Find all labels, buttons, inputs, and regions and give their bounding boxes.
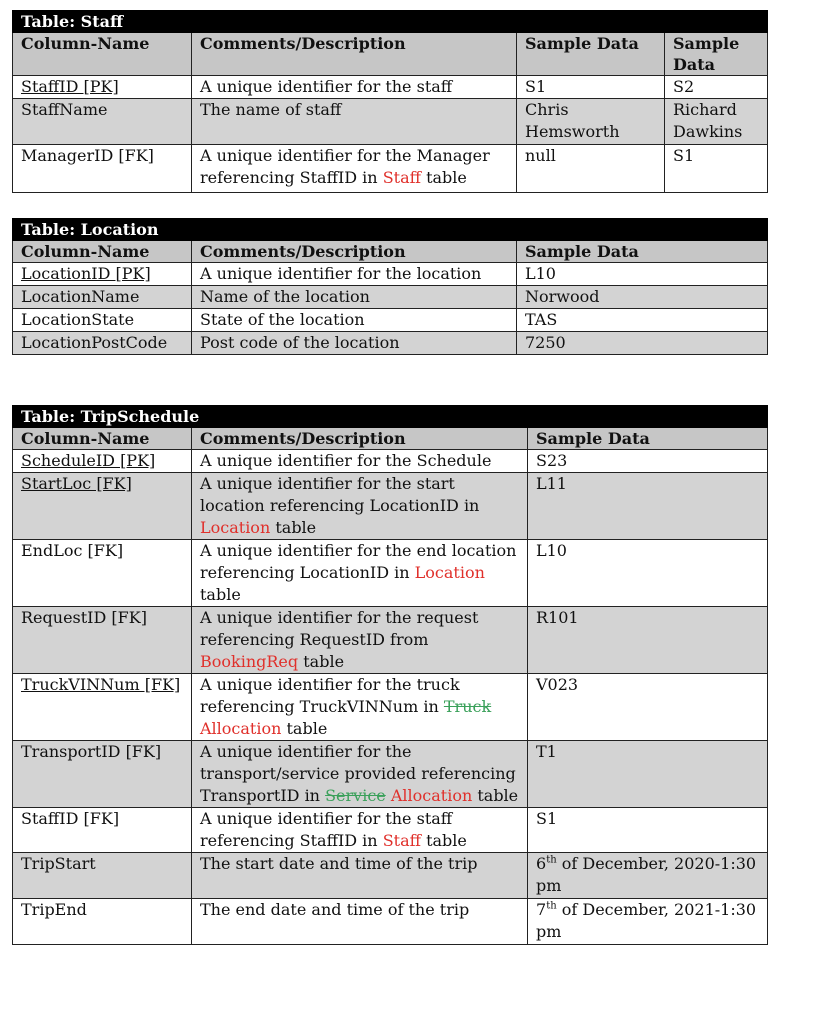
- column-name: LocationName: [13, 286, 192, 309]
- sample-value: V023: [528, 674, 768, 741]
- column-name: EndLoc [FK]: [13, 540, 192, 607]
- sample-value: L11: [528, 473, 768, 540]
- column-description: State of the location: [192, 309, 517, 332]
- sample-value: 6th of December, 2020-1:30 pm: [528, 853, 768, 899]
- location-table-title: Table: Location: [13, 219, 768, 241]
- column-name: StartLoc [FK]: [21, 474, 132, 493]
- column-description: A unique identifier for the transport/service provided referencing TransportID in Service Allocation table: [192, 741, 528, 808]
- table-reference: Allocation: [390, 786, 473, 805]
- table-reference: BookingReq: [200, 652, 299, 671]
- table-row: [13, 309, 768, 332]
- sample-value: null: [517, 145, 665, 193]
- sample-value: 7250: [517, 332, 768, 355]
- sample-value: R101: [528, 607, 768, 674]
- column-description: The end date and time of the trip: [192, 899, 528, 945]
- staff-header-sample-2: Sample Data: [665, 33, 768, 76]
- column-name: LocationState: [13, 309, 192, 332]
- table-reference: Allocation: [200, 719, 282, 738]
- table-row: [13, 99, 768, 145]
- location-header-column-name: Column-Name: [13, 241, 192, 263]
- sample-value: L10: [528, 540, 768, 607]
- column-description: A unique identifier for the truck referencing TruckVINNum in Truck Allocation table: [192, 674, 528, 741]
- column-name: ManagerID [FK]: [13, 145, 192, 193]
- staff-header-sample-1: Sample Data: [517, 33, 665, 76]
- location-header-description: Comments/Description: [192, 241, 517, 263]
- trip-header-column-name: Column-Name: [13, 428, 192, 450]
- sample-value: 7th of December, 2021-1:30 pm: [528, 899, 768, 945]
- column-description: A unique identifier for the staff: [192, 76, 517, 99]
- column-description: The name of staff: [192, 99, 517, 145]
- column-name: LocationID [PK]: [21, 264, 151, 283]
- column-name: LocationPostCode: [13, 332, 192, 355]
- staff-header-column-name: Column-Name: [13, 33, 192, 76]
- column-name: RequestID [FK]: [13, 607, 192, 674]
- column-description: A unique identifier for the start location referencing LocationID in Location table: [192, 473, 528, 540]
- column-name: TripStart: [13, 853, 192, 899]
- column-description: A unique identifier for the location: [192, 263, 517, 286]
- table-row: [13, 76, 768, 99]
- column-description: Name of the location: [192, 286, 517, 309]
- table-reference: Staff: [382, 831, 421, 850]
- column-name: StaffName: [13, 99, 192, 145]
- sample-value: Norwood: [517, 286, 768, 309]
- location-table: [12, 218, 768, 355]
- sample-value: L10: [517, 263, 768, 286]
- table-row: [13, 808, 768, 853]
- table-row: [13, 607, 768, 674]
- trip-schedule-table: [12, 405, 768, 945]
- trip-table-title: Table: TripSchedule: [13, 406, 768, 428]
- column-description: A unique identifier for the staff referencing StaffID in Staff table: [192, 808, 528, 853]
- sample-value: S1: [517, 76, 665, 99]
- struck-text: Truck: [443, 697, 492, 716]
- table-reference: Staff: [382, 168, 421, 187]
- location-header-sample: Sample Data: [517, 241, 768, 263]
- table-row: [13, 540, 768, 607]
- column-name: TransportID [FK]: [13, 741, 192, 808]
- column-description: A unique identifier for the Manager referencing StaffID in Staff table: [192, 145, 517, 193]
- sample-value: T1: [528, 741, 768, 808]
- column-description: The start date and time of the trip: [192, 853, 528, 899]
- column-description: A unique identifier for the end location referencing LocationID in Location table: [192, 540, 528, 607]
- column-name: TripEnd: [13, 899, 192, 945]
- sample-value: S2: [665, 76, 768, 99]
- sample-value: Richard Dawkins: [665, 99, 768, 145]
- table-row: [13, 473, 768, 540]
- sample-value: S23: [528, 450, 768, 473]
- trip-header-sample: Sample Data: [528, 428, 768, 450]
- table-row: [13, 853, 768, 899]
- table-row: [13, 332, 768, 355]
- table-row: [13, 899, 768, 945]
- column-name: ScheduleID [PK]: [21, 451, 156, 470]
- sample-value: TAS: [517, 309, 768, 332]
- column-description: A unique identifier for the Schedule: [192, 450, 528, 473]
- staff-table-title: Table: Staff: [13, 11, 768, 33]
- column-description: Post code of the location: [192, 332, 517, 355]
- table-reference: Location: [414, 563, 485, 582]
- staff-header-description: Comments/Description: [192, 33, 517, 76]
- column-name: StaffID [FK]: [13, 808, 192, 853]
- column-name: TruckVINNum [FK]: [21, 675, 181, 694]
- column-description: A unique identifier for the request referencing RequestID from BookingReq table: [192, 607, 528, 674]
- sample-value: S1: [665, 145, 768, 193]
- sample-value: Chris Hemsworth: [517, 99, 665, 145]
- trip-header-description: Comments/Description: [192, 428, 528, 450]
- column-name: StaffID [PK]: [21, 77, 119, 96]
- struck-text: Service: [325, 786, 386, 805]
- table-row: [13, 674, 768, 741]
- table-row: [13, 450, 768, 473]
- table-row: [13, 145, 768, 193]
- table-reference: Location: [200, 518, 271, 537]
- table-row: [13, 263, 768, 286]
- table-row: [13, 741, 768, 808]
- table-row: [13, 286, 768, 309]
- sample-value: S1: [528, 808, 768, 853]
- staff-table: [12, 10, 768, 193]
